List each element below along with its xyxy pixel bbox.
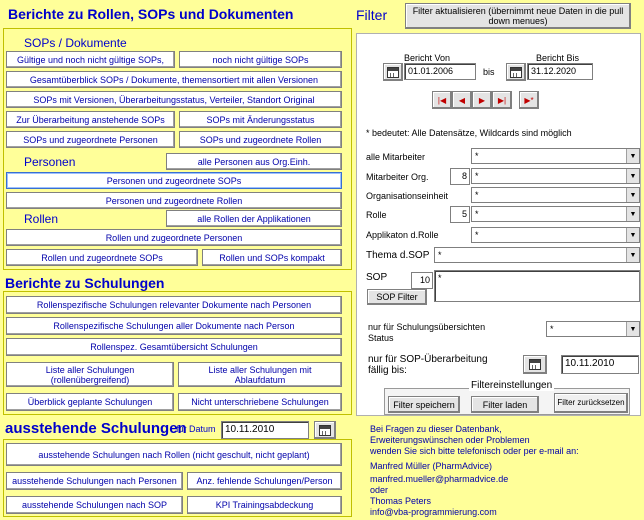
calendar-icon xyxy=(510,67,522,78)
organisationseinheit-combo[interactable] xyxy=(471,187,640,203)
rolle-combo[interactable] xyxy=(471,206,640,222)
info-email[interactable]: manfred.mueller@pharmadvice.de xyxy=(370,474,509,484)
aenderungsstatus-button[interactable]: SOPs mit Änderungsstatus xyxy=(179,111,342,128)
rollen-personen-button[interactable]: Rollen und zugeordnete Personen xyxy=(6,229,342,246)
thema-label: Thema d.SOP xyxy=(366,250,430,261)
filter-zuruecksetzen-button[interactable]: Filter zurücksetzen xyxy=(554,393,628,413)
sops-versionen-button[interactable]: SOPs mit Versionen, Überarbeitungsstatus, Verteiler, Standort Original xyxy=(6,91,342,108)
sop-label: SOP xyxy=(366,272,388,283)
sop-count: 10 xyxy=(411,272,433,289)
mitarbeiter-org-label: Mitarbeiter Org. xyxy=(366,172,429,182)
sop-field[interactable]: * xyxy=(434,270,640,302)
noch-nicht-gueltige-sops-button[interactable]: noch nicht gültige SOPs xyxy=(179,51,342,68)
new-record-icon[interactable]: ▶* xyxy=(519,91,539,109)
anz-fehlende-button[interactable]: Anz. fehlende Schulungen/Person xyxy=(187,472,342,490)
gueltige-sops-button[interactable]: Gültige und noch nicht gültige SOPs, xyxy=(6,51,175,68)
chevron-down-icon[interactable]: ▼ xyxy=(626,322,639,336)
liste-ablaufdatum-button[interactable]: Liste aller Schulungen mit Ablaufdatum xyxy=(178,362,342,387)
wildcard-hint: * bedeutet: Alle Datensätze, Wildcards sind möglich xyxy=(366,128,572,138)
mitarbeiter-org-value: * xyxy=(475,171,479,181)
rolle-label: Rolle xyxy=(366,210,387,220)
nicht-unterschrieben-button[interactable]: Nicht unterschriebene Schulungen xyxy=(178,393,342,411)
first-record-icon[interactable]: |◀ xyxy=(432,91,452,109)
applikation-combo[interactable] xyxy=(471,227,640,243)
sops-section-label: SOPs / Dokumente xyxy=(24,36,127,50)
personen-sops-button[interactable]: Personen und zugeordnete SOPs xyxy=(6,172,342,189)
alle-personen-button[interactable]: alle Personen aus Org.Einh. xyxy=(166,153,342,170)
chevron-down-icon[interactable]: ▼ xyxy=(626,228,639,242)
rollen-sops-button[interactable]: Rollen und zugeordnete SOPs xyxy=(6,249,198,266)
fuer-datum-calendar-button[interactable] xyxy=(314,421,336,439)
alle-mitarbeiter-value: * xyxy=(475,151,479,161)
alle-mitarbeiter-label: alle Mitarbeiter xyxy=(366,152,426,162)
chevron-down-icon[interactable]: ▼ xyxy=(626,149,639,163)
thema-combo[interactable] xyxy=(434,247,640,263)
previous-record-icon[interactable]: ◀ xyxy=(452,91,472,109)
ausstehend-personen-button[interactable]: ausstehende Schulungen nach Personen xyxy=(6,472,183,490)
ueberblick-geplant-button[interactable]: Überblick geplante Schulungen xyxy=(6,393,174,411)
bericht-bis-label: Bericht Bis xyxy=(536,53,580,63)
bis-label: bis xyxy=(483,67,495,77)
rolle-count: 5 xyxy=(450,206,470,223)
bericht-bis-field[interactable]: 31.12.2020 xyxy=(527,63,593,80)
organisationseinheit-value: * xyxy=(475,190,479,200)
ausstehend-title: ausstehende Schulungen xyxy=(5,420,187,437)
info-line: Manfred Müller (PharmAdvice) xyxy=(370,461,493,471)
personen-rollen-button[interactable]: Personen und zugeordnete Rollen xyxy=(6,192,342,209)
filter-aktualisieren-button[interactable]: Filter aktualisieren (übernimmt neue Daten in die pull down menues) xyxy=(405,3,631,29)
info-line: oder xyxy=(370,485,389,495)
rollenspez-alle-button[interactable]: Rollenspezifische Schulungen aller Dokumente nach Person xyxy=(6,317,342,335)
bericht-von-label: Bericht Von xyxy=(404,53,451,63)
rollen-section-label: Rollen xyxy=(24,212,59,226)
chevron-down-icon[interactable]: ▼ xyxy=(626,207,639,221)
schulungen-title: Berichte zu Schulungen xyxy=(5,275,165,291)
ausstehend-rollen-button[interactable]: ausstehende Schulungen nach Rollen (nicht geschult, nicht geplant) xyxy=(6,443,342,466)
bericht-von-calendar-button[interactable] xyxy=(383,63,403,81)
zur-ueberarbeitung-button[interactable]: Zur Überarbeitung anstehende SOPs xyxy=(6,111,175,128)
sops-personen-button[interactable]: SOPs und zugeordnete Personen xyxy=(6,131,175,148)
sop-ueberarbeitung-field[interactable]: 10.11.2010 xyxy=(561,355,639,374)
left-title: Berichte zu Rollen, SOPs und Dokumenten xyxy=(8,6,294,22)
thema-value: * xyxy=(438,250,442,260)
fuer-datum-label: für Datum xyxy=(176,424,216,434)
rollen-kompakt-button[interactable]: Rollen und SOPs kompakt xyxy=(202,249,342,266)
filtereinstellungen-label: Filtereinstellungen xyxy=(471,380,553,391)
rollenspez-relevant-button[interactable]: Rollenspezifische Schulungen relevanter Dokumente nach Personen xyxy=(6,296,342,314)
rolle-value: * xyxy=(475,209,479,219)
personen-section-label: Personen xyxy=(24,155,76,169)
schulungsstatus-value: * xyxy=(550,324,554,334)
alle-rollen-button[interactable]: alle Rollen der Applikationen xyxy=(166,210,342,227)
applikation-label: Applikaton d.Rolle xyxy=(366,230,439,240)
chevron-down-icon[interactable]: ▼ xyxy=(626,169,639,183)
alle-mitarbeiter-combo[interactable] xyxy=(471,148,640,164)
sop-filter-button[interactable]: SOP Filter xyxy=(367,289,427,305)
organisationseinheit-label: Organisationseinheit xyxy=(366,191,449,201)
schulungsstatus-label: nur für Schulungsübersichten Status xyxy=(368,322,486,343)
info-line: Erweiterungswünschen oder Problemen xyxy=(370,435,530,445)
bericht-von-field[interactable]: 01.01.2006 xyxy=(404,63,476,80)
ausstehend-sop-button[interactable]: ausstehende Schulungen nach SOP xyxy=(6,496,183,514)
sops-rollen-button[interactable]: SOPs und zugeordnete Rollen xyxy=(179,131,342,148)
chevron-down-icon[interactable]: ▼ xyxy=(626,188,639,202)
kpi-button[interactable]: KPI Trainingsabdeckung xyxy=(187,496,342,514)
calendar-icon xyxy=(529,359,541,370)
schulungsstatus-combo[interactable] xyxy=(546,321,640,337)
last-record-icon[interactable]: ▶| xyxy=(492,91,512,109)
applikation-value: * xyxy=(475,230,479,240)
next-record-icon[interactable]: ▶ xyxy=(472,91,492,109)
sop-ueberarbeitung-calendar-button[interactable] xyxy=(523,355,547,374)
liste-alle-schulungen-button[interactable]: Liste aller Schulungen (rollenübergreifend) xyxy=(6,362,174,387)
mitarbeiter-org-count: 8 xyxy=(450,168,470,185)
calendar-icon xyxy=(319,425,331,436)
info-email[interactable]: info@vba-programmierung.com xyxy=(370,507,497,517)
chevron-down-icon[interactable]: ▼ xyxy=(626,248,639,262)
rollenspez-gesamt-button[interactable]: Rollenspez. Gesamtübersicht Schulungen xyxy=(6,338,342,356)
info-line: Thomas Peters xyxy=(370,496,432,506)
mitarbeiter-org-combo[interactable] xyxy=(471,168,640,184)
info-line: wenden Sie sich bitte telefonisch oder per e-mail an: xyxy=(370,446,579,456)
fuer-datum-field[interactable]: 10.11.2010 xyxy=(221,421,309,439)
gesamtueberblick-button[interactable]: Gesamtüberblick SOPs / Dokumente, themensortiert mit allen Versionen xyxy=(6,71,342,88)
filter-laden-button[interactable]: Filter laden xyxy=(471,396,539,413)
sop-ueberarbeitung-label: nur für SOP-Überarbeitung fällig bis: xyxy=(368,354,488,376)
info-line: Bei Fragen zu dieser Datenbank, xyxy=(370,424,502,434)
filter-title: Filter xyxy=(356,7,388,23)
bericht-bis-calendar-button[interactable] xyxy=(506,63,526,81)
filter-speichern-button[interactable]: Filter speichern xyxy=(388,396,460,413)
calendar-icon xyxy=(387,67,399,78)
